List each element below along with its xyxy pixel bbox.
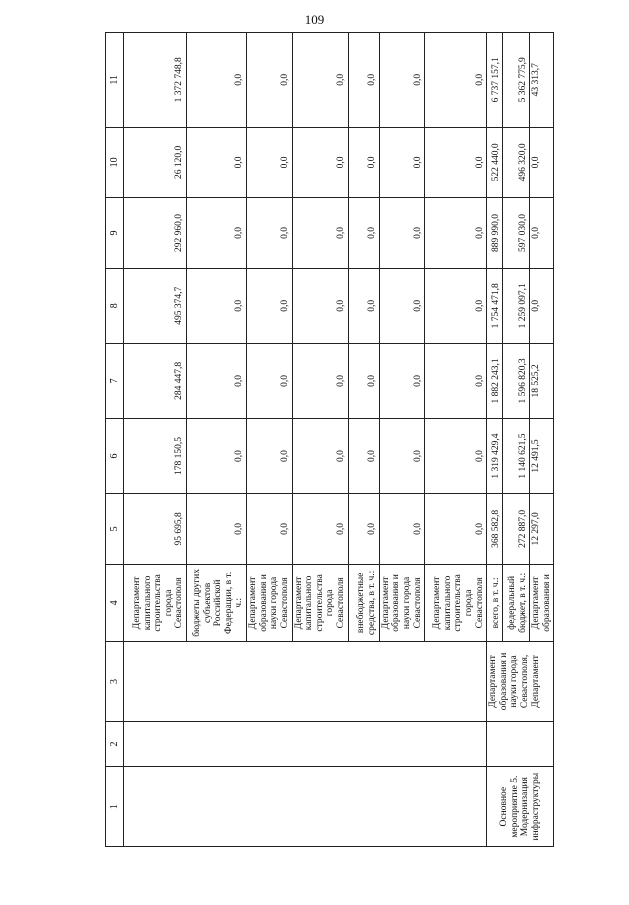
row-source-cell: всего, в т. ч.:: [487, 564, 503, 641]
budget-table: [105, 32, 554, 847]
value-cell: 12 491,5: [530, 418, 554, 493]
value-cell: 0,0: [348, 127, 379, 198]
value-cell: 26 120,0: [124, 127, 187, 198]
value-cell: 0,0: [187, 127, 247, 198]
col-header-5: 5: [106, 494, 124, 565]
value-cell: 5 362 775,9: [503, 33, 530, 128]
value-cell: 1 882 243,1: [487, 343, 503, 418]
empty-cell-col2: [487, 721, 554, 767]
measure-title-cell: Основное мероприятие 5. Модернизация инфраструктуры: [487, 767, 554, 847]
col-header-8: 8: [106, 268, 124, 343]
col-header-4: 4: [106, 564, 124, 641]
value-cell: 0,0: [348, 418, 379, 493]
value-cell: 292 960,0: [124, 198, 187, 269]
row-source-cell: Департамент образования и науки города Севастополя: [379, 564, 425, 641]
value-cell: 0,0: [348, 268, 379, 343]
value-cell: 0,0: [247, 127, 293, 198]
value-cell: 1 754 471,8: [487, 268, 503, 343]
row-source-cell: Департамент капитального строительства города Севастополя: [124, 564, 187, 641]
value-cell: 0,0: [187, 33, 247, 128]
col-header-1: 1: [106, 767, 124, 847]
value-cell: 0,0: [292, 494, 348, 565]
value-cell: 0,0: [379, 268, 425, 343]
empty-cell-col2: [124, 721, 487, 767]
value-cell: 0,0: [379, 418, 425, 493]
value-cell: 0,0: [187, 494, 247, 565]
value-cell: 0,0: [247, 268, 293, 343]
value-cell: 0,0: [292, 127, 348, 198]
value-cell: 0,0: [379, 343, 425, 418]
row-source-cell: Департамент образования и: [530, 564, 554, 641]
col-header-2: 2: [106, 721, 124, 767]
table-row: [487, 33, 503, 847]
row-source-cell: Департамент капитального строительства города Севастополя: [425, 564, 487, 641]
value-cell: 0,0: [425, 418, 487, 493]
value-cell: 0,0: [425, 33, 487, 128]
header-row: [106, 33, 124, 847]
value-cell: 0,0: [292, 343, 348, 418]
value-cell: 0,0: [348, 343, 379, 418]
value-cell: 1 140 621,5: [503, 418, 530, 493]
value-cell: 95 695,8: [124, 494, 187, 565]
value-cell: 0,0: [379, 198, 425, 269]
empty-cell-col3: [124, 642, 487, 722]
value-cell: 0,0: [292, 198, 348, 269]
row-source-cell: внебюджетные средства, в т. ч.:: [348, 564, 379, 641]
value-cell: 0,0: [247, 418, 293, 493]
row-source-cell: бюджеты других субъектов Российской Федерации, в т. ч.:: [187, 564, 247, 641]
value-cell: 0,0: [187, 343, 247, 418]
value-cell: 0,0: [187, 198, 247, 269]
value-cell: 12 297,0: [530, 494, 554, 565]
value-cell: 18 525,2: [530, 343, 554, 418]
value-cell: 1 259 097,1: [503, 268, 530, 343]
col-header-10: 10: [106, 127, 124, 198]
value-cell: 0,0: [348, 33, 379, 128]
value-cell: 0,0: [530, 127, 554, 198]
page-number: 109: [304, 12, 325, 27]
value-cell: 522 440,0: [487, 127, 503, 198]
rotated-table-wrapper: [105, 32, 552, 847]
value-cell: 0,0: [187, 418, 247, 493]
value-cell: 178 150,5: [124, 418, 187, 493]
value-cell: 0,0: [425, 343, 487, 418]
col-header-7: 7: [106, 343, 124, 418]
value-cell: 889 990,0: [487, 198, 503, 269]
row-source-cell: Департамент капитального строительства города Севастополя: [292, 564, 348, 641]
col-header-6: 6: [106, 418, 124, 493]
value-cell: 0,0: [292, 268, 348, 343]
value-cell: 0,0: [425, 268, 487, 343]
value-cell: 0,0: [187, 268, 247, 343]
value-cell: 0,0: [379, 33, 425, 128]
value-cell: 0,0: [247, 198, 293, 269]
col-header-3: 3: [106, 642, 124, 722]
value-cell: 0,0: [247, 343, 293, 418]
value-cell: 0,0: [379, 494, 425, 565]
value-cell: 272 887,0: [503, 494, 530, 565]
col-header-9: 9: [106, 198, 124, 269]
value-cell: 0,0: [348, 198, 379, 269]
value-cell: 0,0: [425, 494, 487, 565]
value-cell: 43 313,7: [530, 33, 554, 128]
value-cell: 284 447,8: [124, 343, 187, 418]
row-source-cell: федеральный бюджет, в т. ч.:: [503, 564, 530, 641]
value-cell: 1 596 820,3: [503, 343, 530, 418]
value-cell: 0,0: [247, 494, 293, 565]
value-cell: 0,0: [530, 198, 554, 269]
value-cell: 0,0: [292, 418, 348, 493]
value-cell: 1 372 748,8: [124, 33, 187, 128]
value-cell: 496 320,0: [503, 127, 530, 198]
table-row: [124, 33, 187, 847]
value-cell: 0,0: [425, 127, 487, 198]
value-cell: 597 030,0: [503, 198, 530, 269]
value-cell: 0,0: [379, 127, 425, 198]
value-cell: 0,0: [348, 494, 379, 565]
value-cell: 0,0: [247, 33, 293, 128]
value-cell: 0,0: [425, 198, 487, 269]
value-cell: 0,0: [530, 268, 554, 343]
value-cell: 1 319 429,4: [487, 418, 503, 493]
responsible-cell: Департамент образования и науки города Севастополя, Департамент: [487, 642, 554, 722]
value-cell: 368 582,8: [487, 494, 503, 565]
row-source-cell: Департамент образования и науки города Севастополя: [247, 564, 293, 641]
value-cell: 495 374,7: [124, 268, 187, 343]
value-cell: 0,0: [292, 33, 348, 128]
col-header-11: 11: [106, 33, 124, 128]
empty-cell-col1: [124, 767, 487, 847]
value-cell: 6 737 157,1: [487, 33, 503, 128]
